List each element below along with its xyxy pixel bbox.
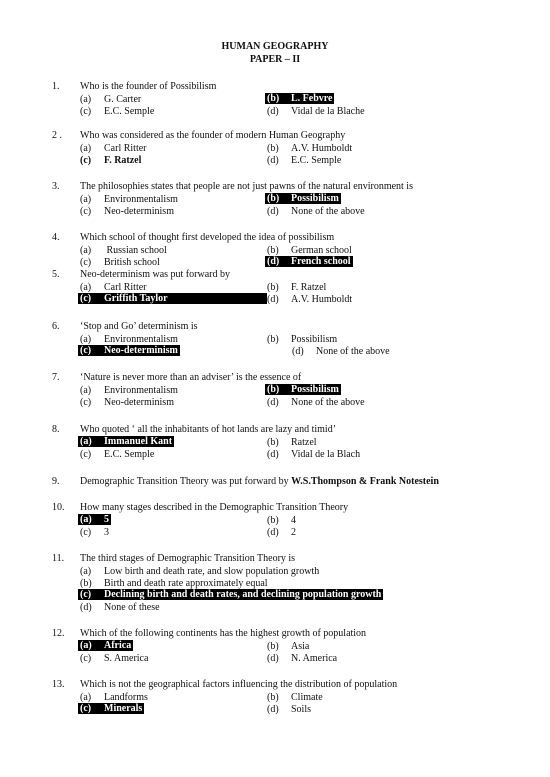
question-answer-bold: W.S.Thompson & Frank Notestein [291, 476, 439, 487]
option-letter: (d) [267, 527, 279, 538]
option-d [267, 294, 352, 305]
option-a [80, 245, 167, 256]
option-text: Soils [291, 704, 312, 715]
option-letter: (a) [80, 143, 92, 154]
option-c [80, 653, 148, 664]
option-c [80, 257, 160, 268]
option-letter: (b) [267, 282, 279, 293]
option-letter: (d) [267, 449, 279, 460]
option-b [267, 641, 309, 652]
page-subtitle: PAPER – II [249, 54, 301, 65]
option-letter: (c) [80, 449, 92, 460]
option-text: Landforms [104, 692, 148, 703]
question-number: 2 . [52, 130, 62, 141]
option-b [267, 282, 326, 293]
option-c [80, 527, 109, 538]
option-text: Carl Ritter [104, 282, 147, 293]
option-letter: (c) [80, 155, 92, 166]
option-letter: (b) [267, 143, 279, 154]
option-text: Possibilism [291, 334, 338, 345]
option-text: Environmentalism [104, 194, 178, 205]
option-letter: (c) [80, 653, 92, 664]
question-number: 4. [52, 232, 60, 243]
option-text: Environmentalism [104, 385, 178, 396]
question-text: Neo-determinism was put forward by [80, 269, 230, 280]
option-letter: (b) [267, 641, 279, 652]
option-text: Possibilism [291, 193, 339, 204]
option-letter: (a) [80, 692, 92, 703]
option-text: Carl Ritter [104, 143, 147, 154]
option-text: 2 [291, 527, 296, 538]
option-letter: (b) [267, 384, 280, 395]
option-letter: (b) [267, 437, 279, 448]
option-text: F. Ratzel [291, 282, 327, 293]
option-text: 3 [104, 527, 109, 538]
option-d [267, 653, 337, 664]
option-letter: (a) [80, 566, 92, 577]
option-letter: (d) [267, 294, 279, 305]
option-text: None of these [104, 602, 160, 613]
option-c-answer [78, 293, 267, 304]
option-letter: (c) [80, 589, 92, 600]
question-text: Who quoted ‘ all the inhabitants of hot lands are lazy and timid’ [80, 424, 337, 435]
option-letter: (d) [267, 397, 279, 408]
option-text: E.C. Semple [104, 106, 155, 117]
option-letter: (a) [80, 385, 92, 396]
option-text: A.V. Humboldt [291, 143, 353, 154]
question-number: 6. [52, 321, 60, 332]
option-d [267, 206, 365, 217]
question-text: How many stages described in the Demographic Transition Theory [80, 502, 349, 513]
option-letter: (d) [292, 346, 304, 357]
option-c [80, 106, 154, 117]
option-letter: (a) [80, 282, 92, 293]
option-d-answer [265, 256, 353, 267]
option-letter: (b) [267, 515, 279, 526]
question-text: Which school of thought first developed the idea of possibilism [80, 232, 335, 243]
question-text: ‘Stop and Go’ determinism is [80, 321, 198, 332]
option-text: French school [291, 256, 351, 267]
option-b [267, 515, 296, 526]
option-text: None of the above [316, 346, 390, 357]
option-c [80, 449, 154, 460]
option-letter: (b) [267, 193, 280, 204]
option-text: Neo-determinism [104, 397, 174, 408]
option-text: Low birth and death rate, and slow population growth [104, 566, 320, 577]
question-number: 12. [52, 628, 65, 639]
option-b [267, 245, 352, 256]
option-d [267, 704, 311, 715]
option-letter: (a) [80, 436, 92, 447]
option-letter: (c) [80, 345, 92, 356]
option-letter: (c) [80, 106, 92, 117]
option-letter: (b) [267, 692, 279, 703]
question-number: 9. [52, 476, 60, 487]
option-text: E.C. Semple [104, 449, 155, 460]
option-a-answer [78, 436, 174, 447]
option-text: E.C. Semple [291, 155, 342, 166]
question-number: 5. [52, 269, 60, 280]
option-text: Vidal de la Blache [291, 106, 365, 117]
option-text: Immanuel Kant [104, 436, 173, 447]
question-number: 7. [52, 372, 60, 383]
option-text: Vidal de la Blach [291, 449, 361, 460]
option-d [267, 106, 365, 117]
option-text: N. America [291, 653, 338, 664]
option-letter: (b) [267, 245, 279, 256]
option-a [80, 282, 147, 293]
option-letter: (c) [80, 527, 92, 538]
option-text: G. Carter [104, 94, 142, 105]
option-b [267, 143, 352, 154]
question-text [80, 476, 439, 487]
option-a [80, 94, 141, 105]
option-letter: (d) [267, 653, 279, 664]
question-text: Who was considered as the founder of modern Human Geography [80, 130, 346, 141]
option-letter: (a) [80, 514, 92, 525]
option-text: 5 [104, 514, 109, 525]
option-letter: (d) [267, 155, 279, 166]
question-number: 1. [52, 81, 60, 92]
option-d [267, 527, 296, 538]
option-text: F. Ratzel [104, 155, 142, 166]
option-text: Climate [291, 692, 323, 703]
option-a-answer [78, 640, 133, 651]
option-letter: (d) [80, 602, 92, 613]
question-number: 3. [52, 181, 60, 192]
option-letter: (c) [80, 703, 92, 714]
option-text: Africa [104, 640, 132, 651]
option-text: None of the above [291, 397, 365, 408]
option-letter: (a) [80, 334, 92, 345]
option-letter: (d) [267, 704, 279, 715]
option-text: Neo-determinism [104, 345, 178, 356]
option-c [80, 397, 174, 408]
option-text: Griffith Taylor [104, 293, 168, 304]
option-letter: (c) [80, 257, 92, 268]
option-a [80, 194, 178, 205]
option-a [80, 692, 148, 703]
option-b [267, 437, 317, 448]
option-b-answer [265, 384, 341, 395]
option-text: Russian school [104, 245, 167, 256]
option-a [80, 334, 178, 345]
question-text-plain: Demographic Transition Theory was put forward by [80, 476, 292, 487]
option-letter: (c) [80, 293, 92, 304]
question-text: Which is not the geographical factors influencing the distribution of population [80, 679, 398, 690]
option-text: Asia [291, 641, 310, 652]
option-text: Possibilism [291, 384, 339, 395]
question-text: ‘Nature is never more than an adviser’ is the essence of [80, 372, 302, 383]
option-letter: (a) [80, 640, 92, 651]
option-c-answer [78, 703, 144, 714]
option-letter: (b) [267, 93, 280, 104]
question-number: 8. [52, 424, 60, 435]
option-text: None of the above [291, 206, 365, 217]
option-letter: (d) [267, 106, 279, 117]
option-d [292, 346, 390, 357]
option-letter: (a) [80, 194, 92, 205]
option-text: Birth and death rate approximately equal [104, 578, 268, 589]
option-a [80, 566, 319, 577]
option-c-answer [78, 345, 180, 356]
option-d [80, 602, 160, 613]
option-b [267, 692, 323, 703]
question-number: 13. [52, 679, 65, 690]
option-b-answer [265, 93, 334, 104]
option-text: L. Febvre [291, 93, 333, 104]
option-text: German school [291, 245, 352, 256]
option-b [267, 334, 337, 345]
option-b-answer [265, 193, 341, 204]
question-text: Who is the founder of Possibilism [80, 81, 217, 92]
option-letter: (c) [80, 206, 92, 217]
option-c-answer [78, 589, 383, 600]
option-b [80, 578, 268, 589]
option-d [267, 155, 341, 166]
option-d [267, 397, 365, 408]
option-letter: (c) [80, 397, 92, 408]
option-letter: (d) [267, 206, 279, 217]
page-title: HUMAN GEOGRAPHY [221, 41, 329, 52]
option-letter: (b) [267, 334, 279, 345]
option-text: S. America [104, 653, 149, 664]
option-text: Ratzel [291, 437, 317, 448]
question-text: The philosophies states that people are not just pawns of the natural environment is [80, 181, 413, 192]
option-letter: (a) [80, 94, 92, 105]
option-letter: (a) [80, 245, 92, 256]
option-text: A.V. Humboldt [291, 294, 353, 305]
option-a [80, 385, 178, 396]
option-a-answer [78, 514, 111, 525]
option-d [267, 449, 360, 460]
option-text: 4 [291, 515, 296, 526]
option-c-answer [80, 155, 141, 166]
option-c [80, 206, 174, 217]
option-text: British school [104, 257, 160, 268]
option-text: Minerals [104, 703, 143, 714]
question-number: 11. [52, 553, 65, 564]
option-text: Environmentalism [104, 334, 178, 345]
option-letter: (d) [267, 256, 280, 267]
option-a [80, 143, 147, 154]
option-letter: (b) [80, 578, 92, 589]
question-number: 10. [52, 502, 65, 513]
option-text: Neo-determinism [104, 206, 174, 217]
question-text: The third stages of Demographic Transition Theory is [80, 553, 296, 564]
option-text: Declining birth and death rates, and declining population growth [104, 589, 382, 600]
question-text: Which of the following continents has the highest growth of population [80, 628, 367, 639]
